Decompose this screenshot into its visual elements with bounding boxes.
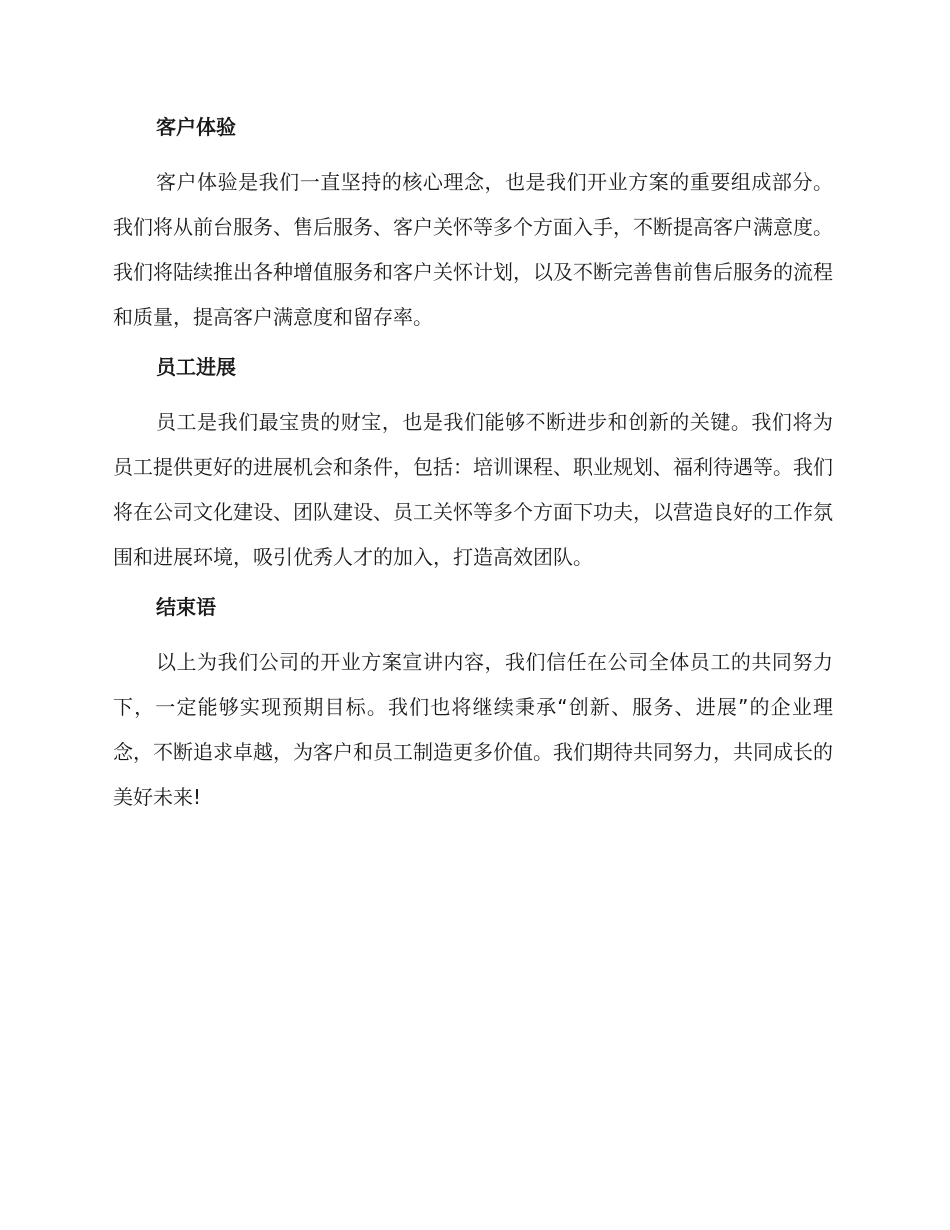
section-conclusion <box>113 592 833 820</box>
section-customer-experience <box>113 112 833 340</box>
section-employee-development <box>113 352 833 580</box>
section-paragraph: 客户体验是我们一直坚持的核心理念，也是我们开业方案的重要组成部分。我们将从前台服务、售后服务、客户关怀等多个方面入手，不断提高客户满意度。我们将陆续推出各种增值服务和客户关怀计划，以及不断完善售前售后服务的流程和质量，提高客户满意度和留存率。 <box>113 170 833 329</box>
section-heading: 员工进展 <box>156 355 236 379</box>
section-heading: 结束语 <box>156 595 216 619</box>
section-heading: 客户体验 <box>156 115 236 139</box>
section-paragraph: 以上为我们公司的开业方案宣讲内容，我们信任在公司全体员工的共同努力下，一定能够实现预期目标。我们也将继续秉承“创新、服务、进展”的企业理念，不断追求卓越，为客户和员工制造更多价值。我们期待共同努力，共同成长的美好未来! <box>113 650 833 809</box>
document-page <box>113 112 833 832</box>
section-paragraph: 员工是我们最宝贵的财宝，也是我们能够不断进步和创新的关键。我们将为员工提供更好的进展机会和条件，包括：培训课程、职业规划、福利待遇等。我们将在公司文化建设、团队建设、员工关怀等多个方面下功夫，以营造良好的工作氛围和进展环境，吸引优秀人才的加入，打造高效团队。 <box>113 410 833 569</box>
